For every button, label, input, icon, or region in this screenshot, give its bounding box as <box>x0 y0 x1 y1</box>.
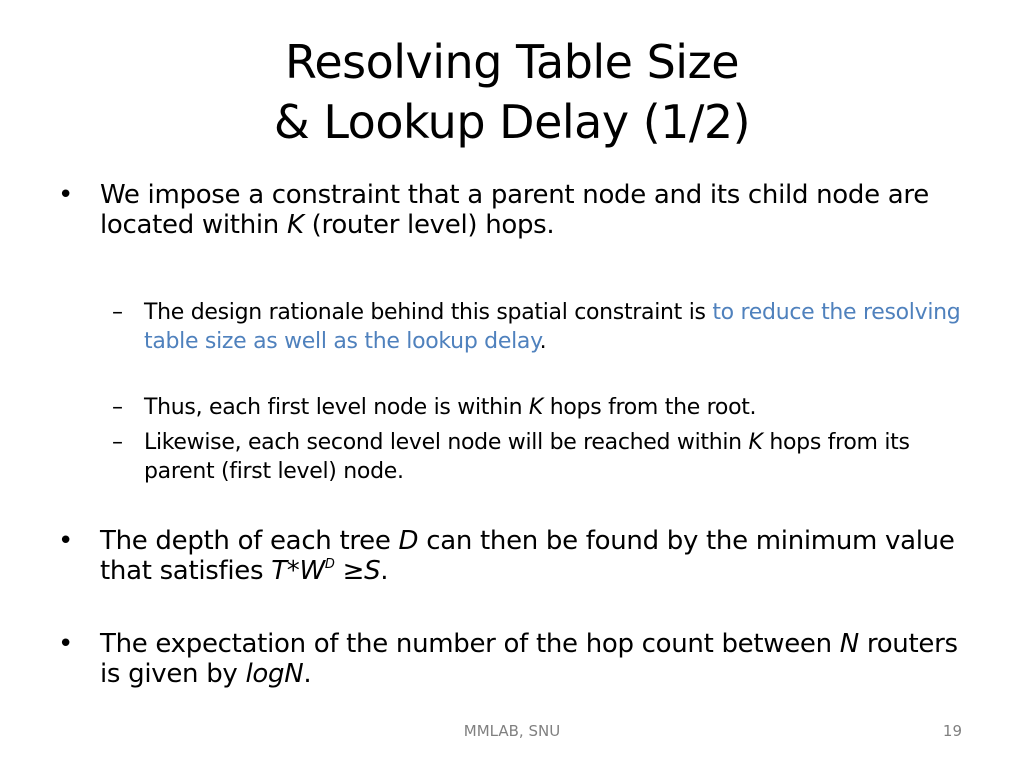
bullet-text: The depth of each tree <box>100 526 399 556</box>
formula-tw: T*W <box>271 556 325 586</box>
sub-bullet-item <box>112 298 966 356</box>
formula-logn: logN <box>245 659 304 689</box>
sub-bullet-text: . <box>539 329 547 354</box>
dash-marker: – <box>112 395 123 420</box>
variable-k: K <box>748 430 763 455</box>
bullet-text: (router level) hops. <box>303 210 555 240</box>
variable-n: N <box>839 629 859 659</box>
formula-ge: ≥ <box>334 556 365 586</box>
sub-bullet-text: Thus, each first level node is within <box>144 395 529 420</box>
slide-body <box>56 180 966 689</box>
variable-k: K <box>528 395 544 420</box>
bullet-text: We impose a constraint that a parent node and its child node are located within <box>100 180 929 240</box>
bullet-dot: • <box>58 629 74 659</box>
footer-text: MMLAB, SNU <box>463 722 561 740</box>
bullet-text: The expectation of the number of the hop count between <box>100 629 840 659</box>
sub-bullet-text: Likewise, each second level node will be reached within <box>144 430 749 455</box>
variable-k: K <box>286 210 304 240</box>
bullet-item <box>56 180 966 240</box>
highlighted-text: to reduce the resolving table size as well as the lookup delay <box>144 300 961 354</box>
title-line-2: & Lookup Delay (1/2) <box>273 95 751 149</box>
dash-marker: – <box>112 300 123 325</box>
bullet-text: routers is given by <box>100 629 958 689</box>
bullet-text: can then be found by the minimum value that satisfies <box>100 526 955 586</box>
bullet-text: . <box>303 659 312 689</box>
slide-title <box>0 32 1024 152</box>
sub-bullet-text: The design rationale behind this spatial constraint is <box>144 300 713 325</box>
bullet-text: . <box>380 556 389 586</box>
title-line-1: Resolving Table Size <box>284 35 740 89</box>
formula-exponent: D <box>324 557 335 572</box>
page-number: 19 <box>942 722 962 740</box>
sub-bullet-text: hops from its parent (first level) node. <box>144 430 910 484</box>
sub-bullet-item <box>112 428 966 486</box>
bullet-item <box>56 526 966 586</box>
formula-s: S <box>364 556 381 586</box>
dash-marker: – <box>112 430 123 455</box>
bullet-dot: • <box>58 180 74 210</box>
sub-bullet-text: hops from the root. <box>543 395 757 420</box>
sub-bullet-item <box>112 393 966 422</box>
variable-d: D <box>398 526 419 556</box>
bullet-item <box>56 629 966 689</box>
bullet-dot: • <box>58 526 74 556</box>
